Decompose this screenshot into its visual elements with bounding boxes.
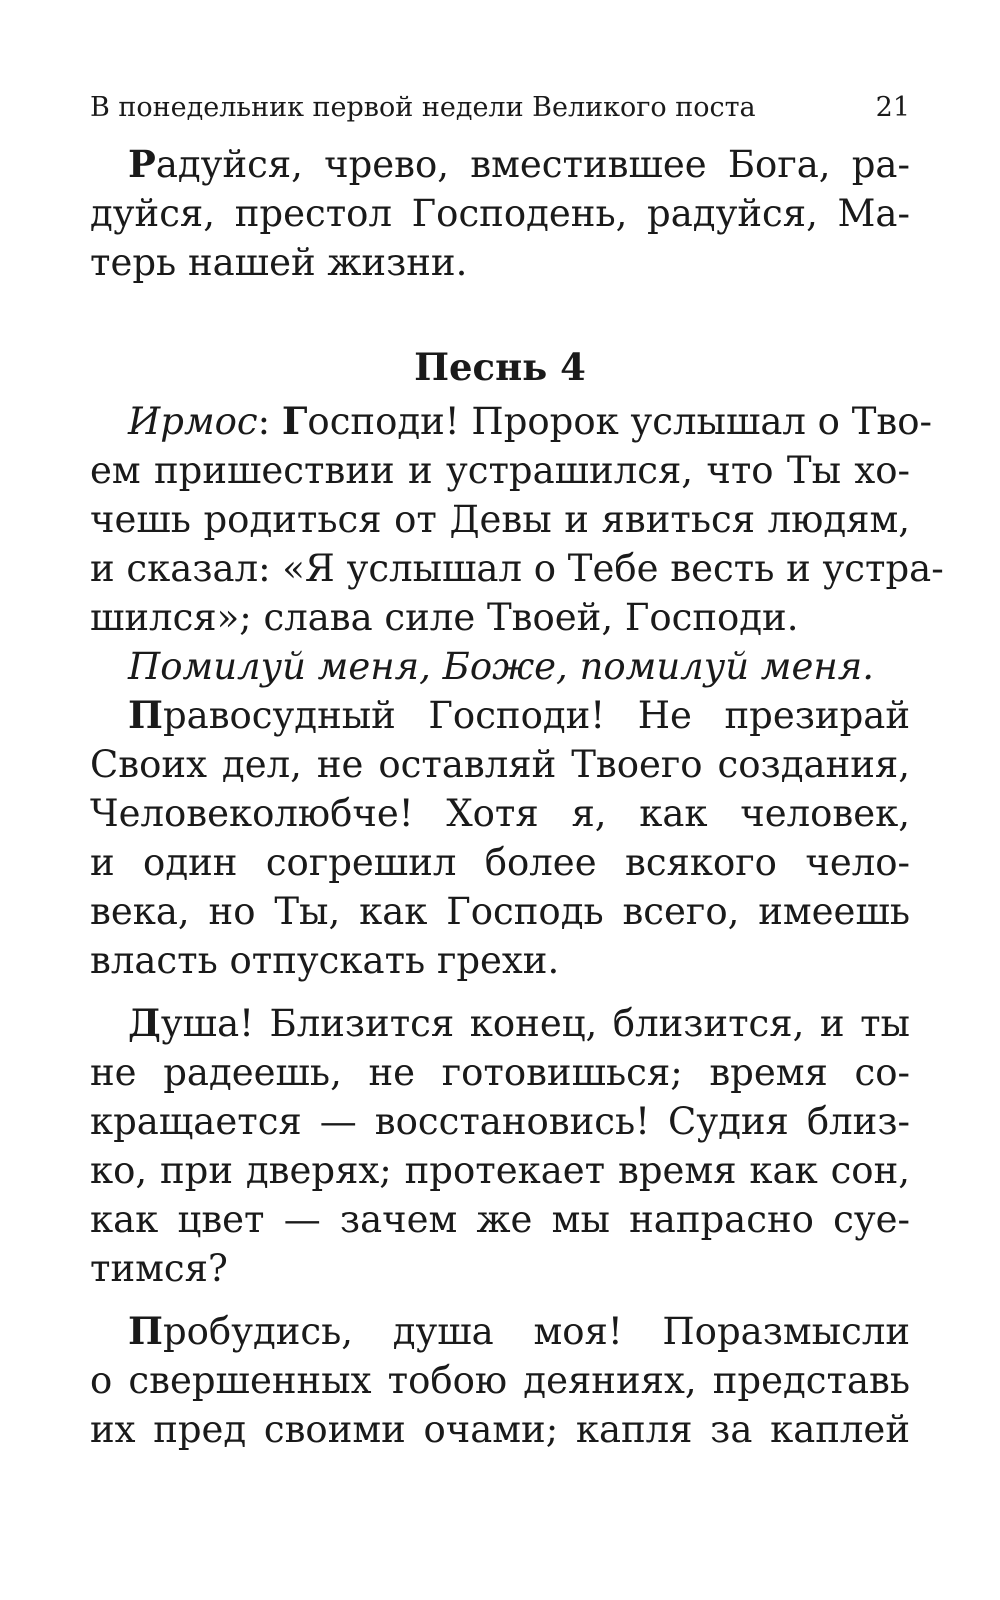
text-line: ем пришествии и устрашился, что Ты хо-	[90, 449, 910, 492]
text-line: терь нашей жизни.	[90, 241, 468, 284]
text-body	[90, 140, 944, 1454]
song-heading: Песнь 4	[414, 345, 586, 389]
irmos-label: Ирмос	[128, 400, 258, 443]
paragraph	[90, 1307, 910, 1454]
drop-initial: Г	[281, 399, 308, 443]
text-line: Душа! Близится конец, близится, и ты	[128, 1001, 910, 1045]
paragraph	[90, 691, 910, 985]
text-line: дуйся, престол Господень, радуйся, Ма-	[90, 192, 910, 235]
text-line: не радеешь, не готовишься; время со-	[90, 1051, 910, 1094]
running-title: В понедельник первой недели Великого поста	[90, 92, 756, 123]
text-line: Своих дел, не оставляй Твоего создания,	[90, 743, 910, 786]
page-number: 21	[875, 92, 910, 123]
text-line: Пробудись, душа моя! Поразмысли	[128, 1309, 910, 1353]
running-header	[90, 88, 910, 128]
text-line: о свершенных тобою деяниях, представь	[90, 1359, 910, 1402]
text-line: чешь родиться от Девы и явиться людям,	[90, 498, 910, 541]
text-line: их пред своими очами; капля за каплей	[90, 1408, 910, 1451]
text-line: Ирмос: Господи! Пророк услышал о Тво-	[128, 399, 932, 443]
text-line: кращается — восстановись! Судия близ-	[90, 1100, 910, 1143]
text-line: века, но Ты, как Господь всего, имеешь	[90, 890, 910, 933]
text-line: власть отпускать грехи.	[90, 939, 560, 982]
drop-initial: Д	[128, 1001, 161, 1045]
text-line: как цвет — зачем же мы напрасно суе-	[90, 1198, 910, 1241]
paragraph	[90, 140, 910, 287]
text-line: и один согрешил более всякого чело-	[90, 841, 910, 884]
text-line: и сказал: «Я услышал о Тебе весть и устра-	[90, 547, 944, 590]
drop-initial: П	[128, 1309, 163, 1353]
text-line: тимся?	[90, 1247, 228, 1290]
drop-initial: П	[128, 693, 163, 737]
text-line: Человеколюбче! Хотя я, как человек,	[90, 792, 910, 835]
text-line: Правосудный Господи! Не презирай	[128, 693, 910, 737]
text-line: Радуйся, чрево, вместившее Бога, ра-	[128, 142, 910, 186]
text-line: шился»; слава силе Твоей, Господи.	[90, 596, 799, 639]
refrain: Помилуй меня, Боже, помилуй меня.	[128, 645, 874, 688]
text-line: ко, при дверях; протекает время как сон,	[90, 1149, 910, 1192]
paragraph	[90, 999, 910, 1293]
drop-initial: Р	[128, 142, 156, 186]
irmos-paragraph	[90, 397, 944, 642]
